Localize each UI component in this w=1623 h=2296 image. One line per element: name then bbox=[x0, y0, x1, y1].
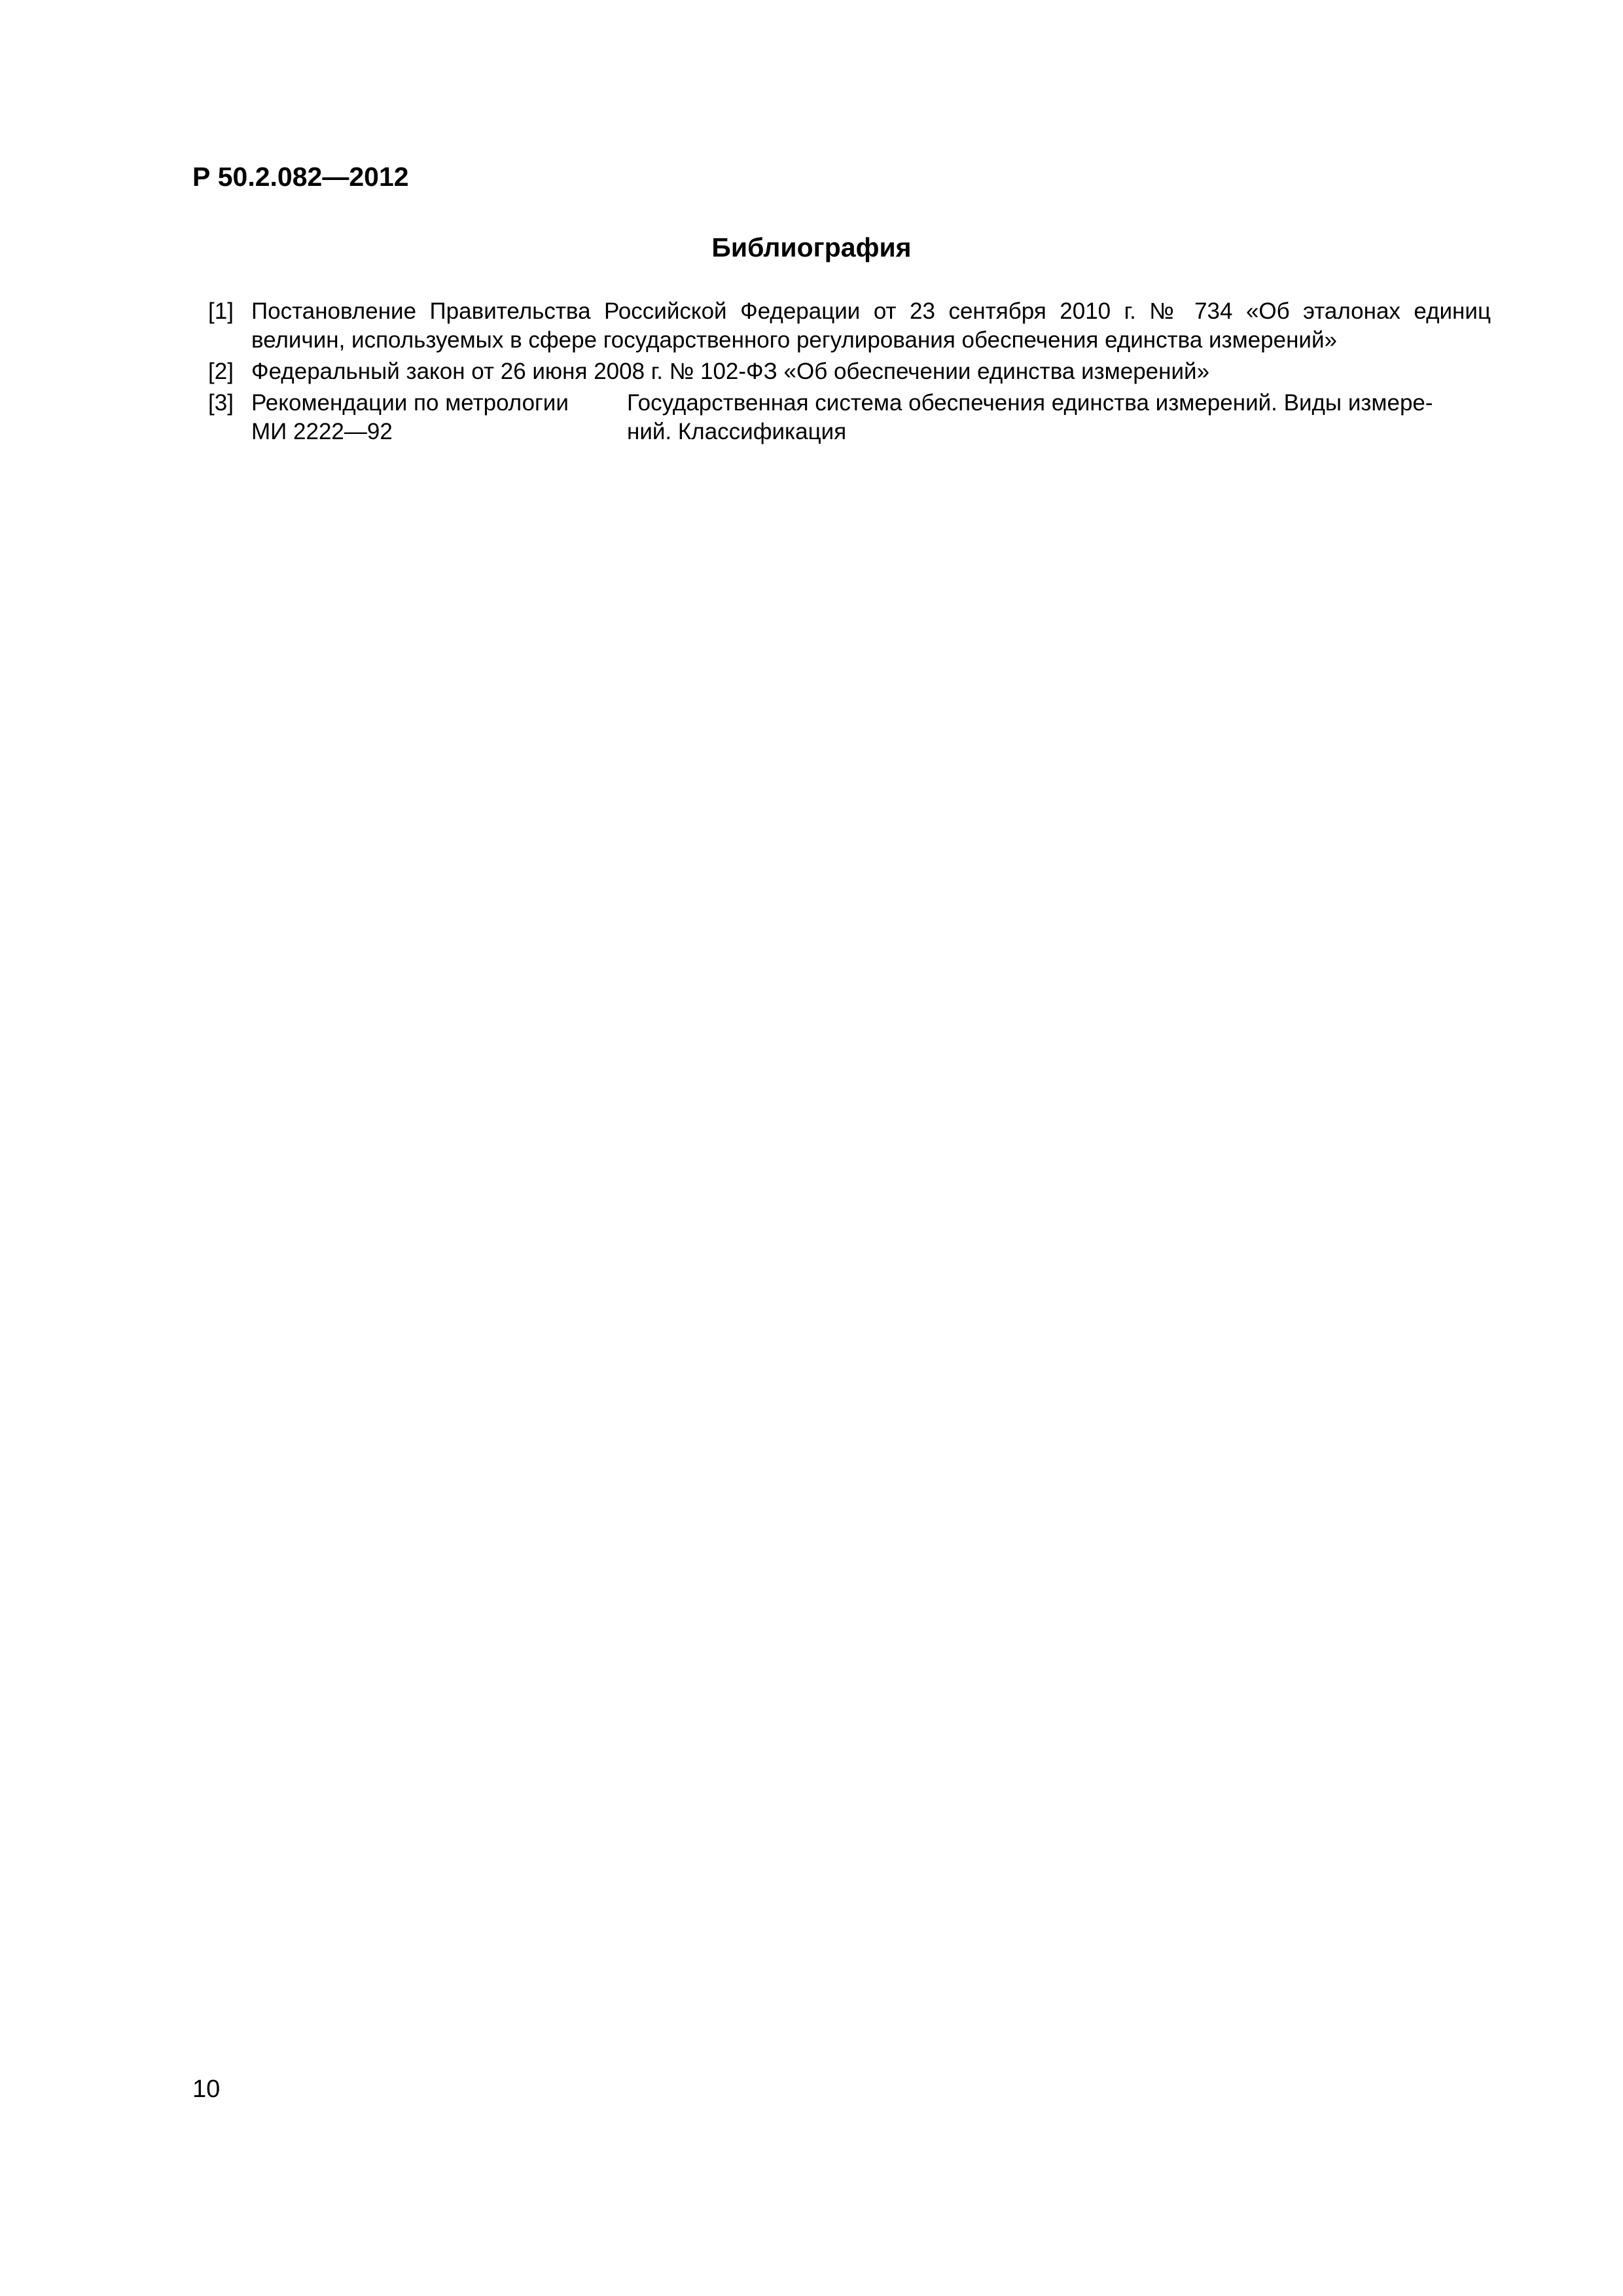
bibliography-entry-number: [1] bbox=[208, 298, 234, 324]
bibliography-entry-text: Федеральный закон от 26 июня 2008 г. № 102-ФЗ «Об обеспечении единства измерений» bbox=[251, 359, 1210, 384]
bibliography-entry-source bbox=[251, 389, 627, 446]
bibliography-title: Библиография bbox=[711, 232, 912, 262]
source-type: Рекомендации по метрологии bbox=[251, 390, 569, 416]
page-number: 10 bbox=[192, 2075, 221, 2103]
bibliography-entry-1 bbox=[208, 297, 1491, 355]
title-line-2: ний. Классификация bbox=[627, 419, 847, 444]
bibliography-list bbox=[208, 297, 1491, 449]
bibliography-entry-table bbox=[251, 389, 1491, 446]
bibliography-entry-2 bbox=[208, 357, 1491, 386]
bibliography-entry-number: [3] bbox=[208, 390, 234, 416]
bibliography-entry-3 bbox=[208, 389, 1491, 446]
document-code: Р 50.2.082—2012 bbox=[192, 162, 409, 192]
source-designation: МИ 2222—92 bbox=[251, 419, 393, 444]
title-line-1: Государственная система обеспечения единства измерений. Виды измере- bbox=[627, 390, 1433, 416]
bibliography-entry-number: [2] bbox=[208, 359, 234, 384]
bibliography-entry-text: Постановление Правительства Российской Федерации от 23 сентября 2010 г. № 734 «Об эталонах единиц величин, используемых в сфере государственного регулирования обеспечения единства измерений» bbox=[251, 298, 1491, 353]
bibliography-entry-title bbox=[627, 389, 1491, 446]
